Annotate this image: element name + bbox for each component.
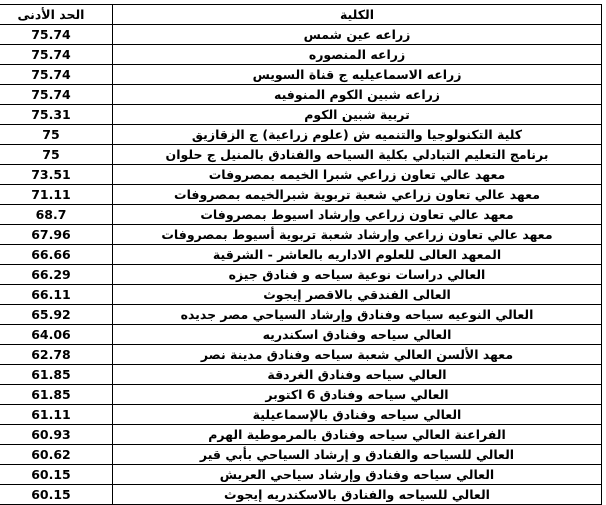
cell-faculty: كلية التكنولوجيا والتنميه ش (علوم زراعية) ج الزقازيق [113,125,602,145]
table-row [0,105,602,125]
table-row [0,85,602,105]
cell-faculty: زراعه المنصوره [113,45,602,65]
cell-min-grade: 60.93 [0,425,113,445]
table-row [0,145,602,165]
table-row [0,385,602,405]
table-header-row [0,5,602,25]
cell-min-grade: 60.62 [0,445,113,465]
cell-faculty: معهد عالي تعاون زراعي شعبة تربوية شبرالخيمه بمصروفات [113,185,602,205]
cell-faculty: العالي للسياحه والفنادق و إرشاد السياحي بأبي قير [113,445,602,465]
table-row [0,465,602,485]
table-row [0,45,602,65]
table-row [0,305,602,325]
cell-faculty: العالي للسياحه والفنادق بالاسكندريه إيجوث [113,485,602,505]
table-row [0,205,602,225]
cell-min-grade: 64.06 [0,325,113,345]
cell-min-grade: 66.29 [0,265,113,285]
cell-faculty: تربية شبين الكوم [113,105,602,125]
column-header-min-grade: الحد الأدنى [0,5,113,25]
cell-faculty: معهد عالي تعاون زراعي شبرا الخيمه بمصروفات [113,165,602,185]
table-row [0,225,602,245]
cell-faculty: العالي سياحه وفنادق وإرشاد سياحي العريش [113,465,602,485]
table-row [0,405,602,425]
cell-faculty: العالي سياحه وفنادق بالإسماعيلية [113,405,602,425]
cell-faculty: العالي النوعيه سياحه وفنادق وإرشاد السياحي مصر جديده [113,305,602,325]
table-body [0,25,602,505]
cell-min-grade: 65.92 [0,305,113,325]
cell-min-grade: 75.74 [0,25,113,45]
column-header-faculty: الكلية [113,5,602,25]
cell-faculty: الفراعنة العالي سياحه وفنادق بالمرموطية الهرم [113,425,602,445]
cell-min-grade: 66.66 [0,245,113,265]
table-row [0,445,602,465]
table-row [0,285,602,305]
cell-min-grade: 61.85 [0,365,113,385]
cell-min-grade: 60.15 [0,485,113,505]
cell-min-grade: 60.15 [0,465,113,485]
table-row [0,345,602,365]
cell-min-grade: 75.74 [0,65,113,85]
cell-faculty: زراعه الاسماعيليه ج قناة السويس [113,65,602,85]
cell-faculty: العالى الفندقي بالاقصر إيجوث [113,285,602,305]
table-row [0,125,602,145]
table-row [0,365,602,385]
cell-faculty: العالي دراسات نوعية سياحه و فنادق جيزه [113,265,602,285]
table-row [0,65,602,85]
cell-min-grade: 71.11 [0,185,113,205]
cell-faculty: العالي سياحه وفنادق الغردقة [113,365,602,385]
table-row [0,25,602,45]
cell-min-grade: 75.31 [0,105,113,125]
table-row [0,425,602,445]
cell-min-grade: 61.11 [0,405,113,425]
minimum-grades-table [0,4,602,505]
cell-min-grade: 73.51 [0,165,113,185]
cell-faculty: زراعه عين شمس [113,25,602,45]
cell-min-grade: 75 [0,145,113,165]
cell-faculty: معهد عالي تعاون زراعي وإرشاد شعبة تربوية أسيوط بمصروفات [113,225,602,245]
cell-min-grade: 66.11 [0,285,113,305]
cell-min-grade: 75.74 [0,85,113,105]
cell-faculty: معهد الألسن العالي شعبة سياحه وفنادق مدينة نصر [113,345,602,365]
cell-min-grade: 75 [0,125,113,145]
table-row [0,245,602,265]
cell-faculty: المعهد العالى للعلوم الاداريه بالعاشر - الشرقية [113,245,602,265]
table-row [0,265,602,285]
cell-min-grade: 68.7 [0,205,113,225]
cell-faculty: العالي سياحه وفنادق 6 اكتوبر [113,385,602,405]
cell-faculty: معهد عالي تعاون زراعي وإرشاد اسيوط بمصروفات [113,205,602,225]
cell-faculty: العالي سياحه وفنادق اسكندريه [113,325,602,345]
table-row [0,165,602,185]
cell-min-grade: 61.85 [0,385,113,405]
table-row [0,325,602,345]
table-row [0,485,602,505]
table-header [0,5,602,25]
cell-faculty: برنامج التعليم التبادلي بكلية السياحه والفنادق بالمنيل ج حلوان [113,145,602,165]
cell-min-grade: 62.78 [0,345,113,365]
cell-min-grade: 67.96 [0,225,113,245]
cell-min-grade: 75.74 [0,45,113,65]
table-row [0,185,602,205]
cell-faculty: زراعه شبين الكوم المنوفيه [113,85,602,105]
